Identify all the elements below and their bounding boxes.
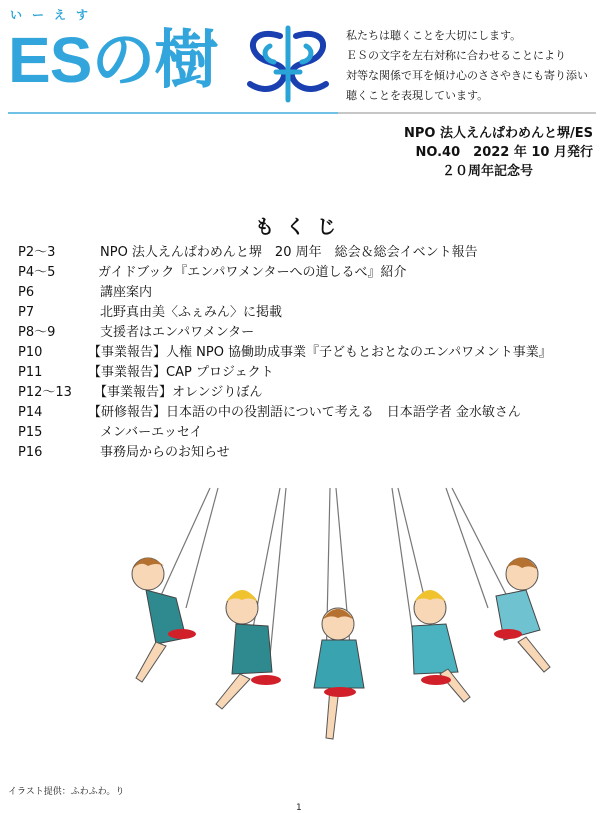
child-on-swing	[132, 558, 196, 682]
title-ruby: いーえす	[10, 8, 99, 22]
issue-number: NO.40 2022 年 10 月発行	[415, 145, 593, 160]
toc-page: P4～5	[18, 265, 56, 280]
page-number: 1	[296, 803, 302, 813]
toc-page: P15	[18, 425, 43, 440]
toc-page: P7	[18, 305, 35, 320]
toc-page: P10	[18, 345, 43, 360]
toc-item[interactable]	[18, 323, 598, 343]
toc-page: P11	[18, 365, 43, 380]
toc-item[interactable]	[18, 343, 598, 363]
toc-item[interactable]	[18, 243, 598, 263]
toc-topic: 【研修報告】日本語の中の役割語について考える 日本語学者 金水敏さん	[88, 405, 521, 420]
child-on-swing	[412, 590, 470, 702]
toc-item[interactable]	[18, 263, 598, 283]
toc-item[interactable]	[18, 443, 598, 463]
tagline-line: 私たちは聴くことを大切にします。	[346, 29, 522, 42]
toc-page: P16	[18, 445, 43, 460]
toc-page: P12～13	[18, 385, 72, 400]
toc-topic: 【事業報告】オレンジりぼん	[94, 385, 263, 400]
tagline	[346, 26, 601, 106]
toc-item[interactable]	[18, 383, 598, 403]
header-divider-accent	[8, 112, 338, 114]
table-of-contents	[18, 243, 598, 463]
child-on-swing	[494, 557, 550, 672]
issue-anniversary: ２０周年記念号	[441, 164, 533, 179]
toc-heading: もくじ	[254, 216, 348, 238]
toc-item[interactable]	[18, 303, 598, 323]
child-on-swing	[314, 608, 364, 739]
toc-topic: 支援者はエンパワメンター	[100, 325, 255, 340]
tagline-line: 対等な関係で耳を傾け心のささやきにも寄り添い	[346, 69, 588, 82]
illustration-credit: イラスト提供：ふわふわ。り	[8, 787, 125, 797]
tagline-line: ＥＳの文字を左右対称に合わせることにより	[346, 49, 566, 62]
header-divider	[8, 112, 596, 114]
toc-page: P2～3	[18, 245, 56, 260]
toc-topic: 講座案内	[100, 285, 153, 300]
toc-topic: 【事業報告】CAP プロジェクト	[88, 365, 274, 380]
toc-topic: 北野真由美〈ふぇみん〉に掲載	[100, 305, 283, 320]
toc-item[interactable]	[18, 363, 598, 383]
toc-topic: 事務局からのお知らせ	[100, 445, 230, 460]
child-on-swing	[216, 590, 281, 709]
toc-topic: NPO 法人えんぱわめんと堺 20 周年 総会＆総会イベント報告	[100, 245, 478, 260]
newsletter-title: ESの樹	[8, 24, 218, 96]
tagline-line: 聴くことを表現しています。	[346, 89, 489, 102]
swinging-children-illustration	[90, 484, 600, 774]
toc-page: P8～9	[18, 325, 56, 340]
toc-topic: 【事業報告】人権 NPO 協働助成事業『子どもとおとなのエンパワメント事業』	[88, 345, 552, 360]
es-logo-icon	[240, 22, 336, 106]
toc-item[interactable]	[18, 403, 598, 423]
toc-topic: メンバーエッセイ	[100, 425, 203, 440]
issue-org: NPO 法人えんぱわめんと堺/ES	[404, 126, 593, 141]
toc-topic: ガイドブック『エンパワメンターへの道しるべ』紹介	[98, 265, 407, 280]
toc-item[interactable]	[18, 423, 598, 443]
issue-info	[404, 124, 593, 181]
toc-page: P14	[18, 405, 43, 420]
toc-page: P6	[18, 285, 35, 300]
toc-item[interactable]	[18, 283, 598, 303]
